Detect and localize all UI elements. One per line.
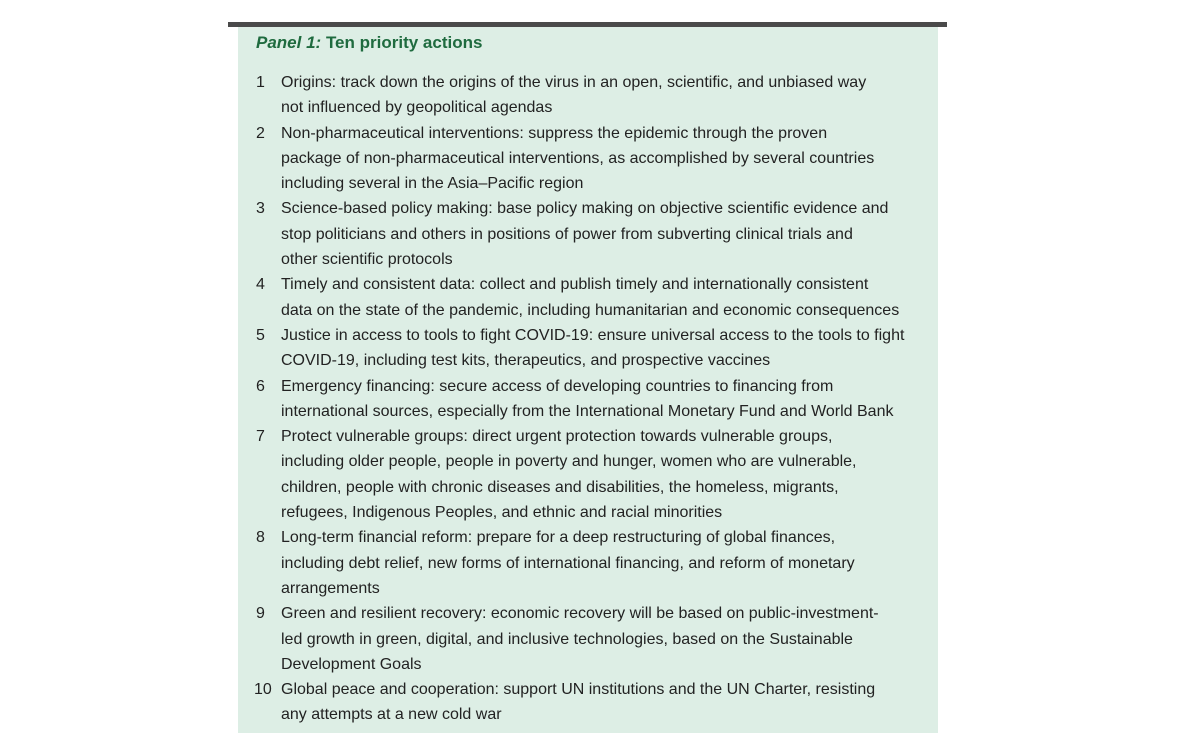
item-number: 3	[256, 200, 265, 218]
item-text-line: data on the state of the pandemic, including humanitarian and economic consequences	[281, 301, 900, 319]
priority-actions-list	[238, 70, 938, 728]
item-text-line: arrangements	[281, 579, 380, 597]
list-item	[238, 525, 938, 601]
item-text-line: Science-based policy making: base policy making on objective scientific evidence and	[281, 200, 889, 218]
item-text-line: Green and resilient recovery: economic recovery will be based on public-investment-	[281, 605, 879, 623]
list-item	[238, 374, 938, 425]
item-text-line: COVID-19, including test kits, therapeutics, and prospective vaccines	[281, 352, 771, 370]
item-number: 4	[256, 276, 265, 294]
item-text	[281, 196, 931, 272]
item-text-line: international sources, especially from the International Monetary Fund and World Bank	[281, 402, 894, 420]
panel-label: Panel 1:	[256, 33, 322, 52]
item-text-line: Development Goals	[281, 655, 422, 673]
item-text-line: including several in the Asia–Pacific region	[281, 175, 584, 193]
priority-actions-panel	[238, 27, 938, 733]
item-text	[281, 601, 931, 677]
item-text-line: stop politicians and others in positions of power from subverting clinical trials and	[281, 225, 853, 243]
item-text	[281, 323, 931, 374]
item-text-line: Justice in access to tools to fight COVID-19: ensure universal access to the tools to fight	[281, 326, 905, 344]
item-text	[281, 70, 931, 121]
item-text-line: Origins: track down the origins of the virus in an open, scientific, and unbiased way	[281, 74, 867, 91]
item-text-line: other scientific protocols	[281, 251, 453, 269]
item-text-line: not influenced by geopolitical agendas	[281, 99, 553, 117]
item-number: 10	[254, 681, 272, 699]
list-item	[238, 70, 938, 121]
item-number: 8	[256, 529, 265, 547]
item-text-line: Protect vulnerable groups: direct urgent protection towards vulnerable groups,	[281, 428, 833, 446]
item-text-line: Timely and consistent data: collect and publish timely and internationally consistent	[281, 276, 869, 294]
item-text-line: including debt relief, new forms of international financing, and reform of monetary	[281, 554, 855, 572]
item-text-line: package of non-pharmaceutical interventions, as accomplished by several countries	[281, 149, 875, 167]
item-number: 7	[256, 428, 265, 446]
item-text	[281, 121, 931, 197]
item-text-line: Global peace and cooperation: support UN institutions and the UN Charter, resisting	[281, 681, 876, 699]
item-number: 5	[256, 326, 265, 344]
item-text	[281, 374, 931, 425]
item-number: 1	[256, 74, 265, 91]
list-item	[238, 196, 938, 272]
panel-title	[256, 33, 482, 53]
item-text-line: children, people with chronic diseases and disabilities, the homeless, migrants,	[281, 478, 839, 496]
item-text-line: Non-pharmaceutical interventions: suppress the epidemic through the proven	[281, 124, 828, 142]
item-text	[281, 677, 931, 728]
panel-title-text: Ten priority actions	[325, 33, 483, 52]
list-item	[238, 677, 938, 728]
item-text	[281, 525, 931, 601]
list-item	[238, 323, 938, 374]
item-text-line: including older people, people in poverty and hunger, women who are vulnerable,	[281, 453, 857, 471]
item-text-line: Long-term financial reform: prepare for a deep restructuring of global finances,	[281, 529, 836, 547]
list-item	[238, 601, 938, 677]
list-item	[238, 121, 938, 197]
item-number: 2	[256, 124, 265, 142]
list-item	[238, 272, 938, 323]
item-text	[281, 272, 931, 323]
list-item	[238, 424, 938, 525]
item-text-line: refugees, Indigenous Peoples, and ethnic and racial minorities	[281, 504, 723, 522]
item-text	[281, 424, 931, 525]
item-number: 9	[256, 605, 265, 623]
item-text-line: Emergency financing: secure access of developing countries to financing from	[281, 377, 834, 395]
item-text-line: led growth in green, digital, and inclusive technologies, based on the Sustainable	[281, 630, 853, 648]
item-number: 6	[256, 377, 265, 395]
item-text-line: any attempts at a new cold war	[281, 706, 502, 724]
